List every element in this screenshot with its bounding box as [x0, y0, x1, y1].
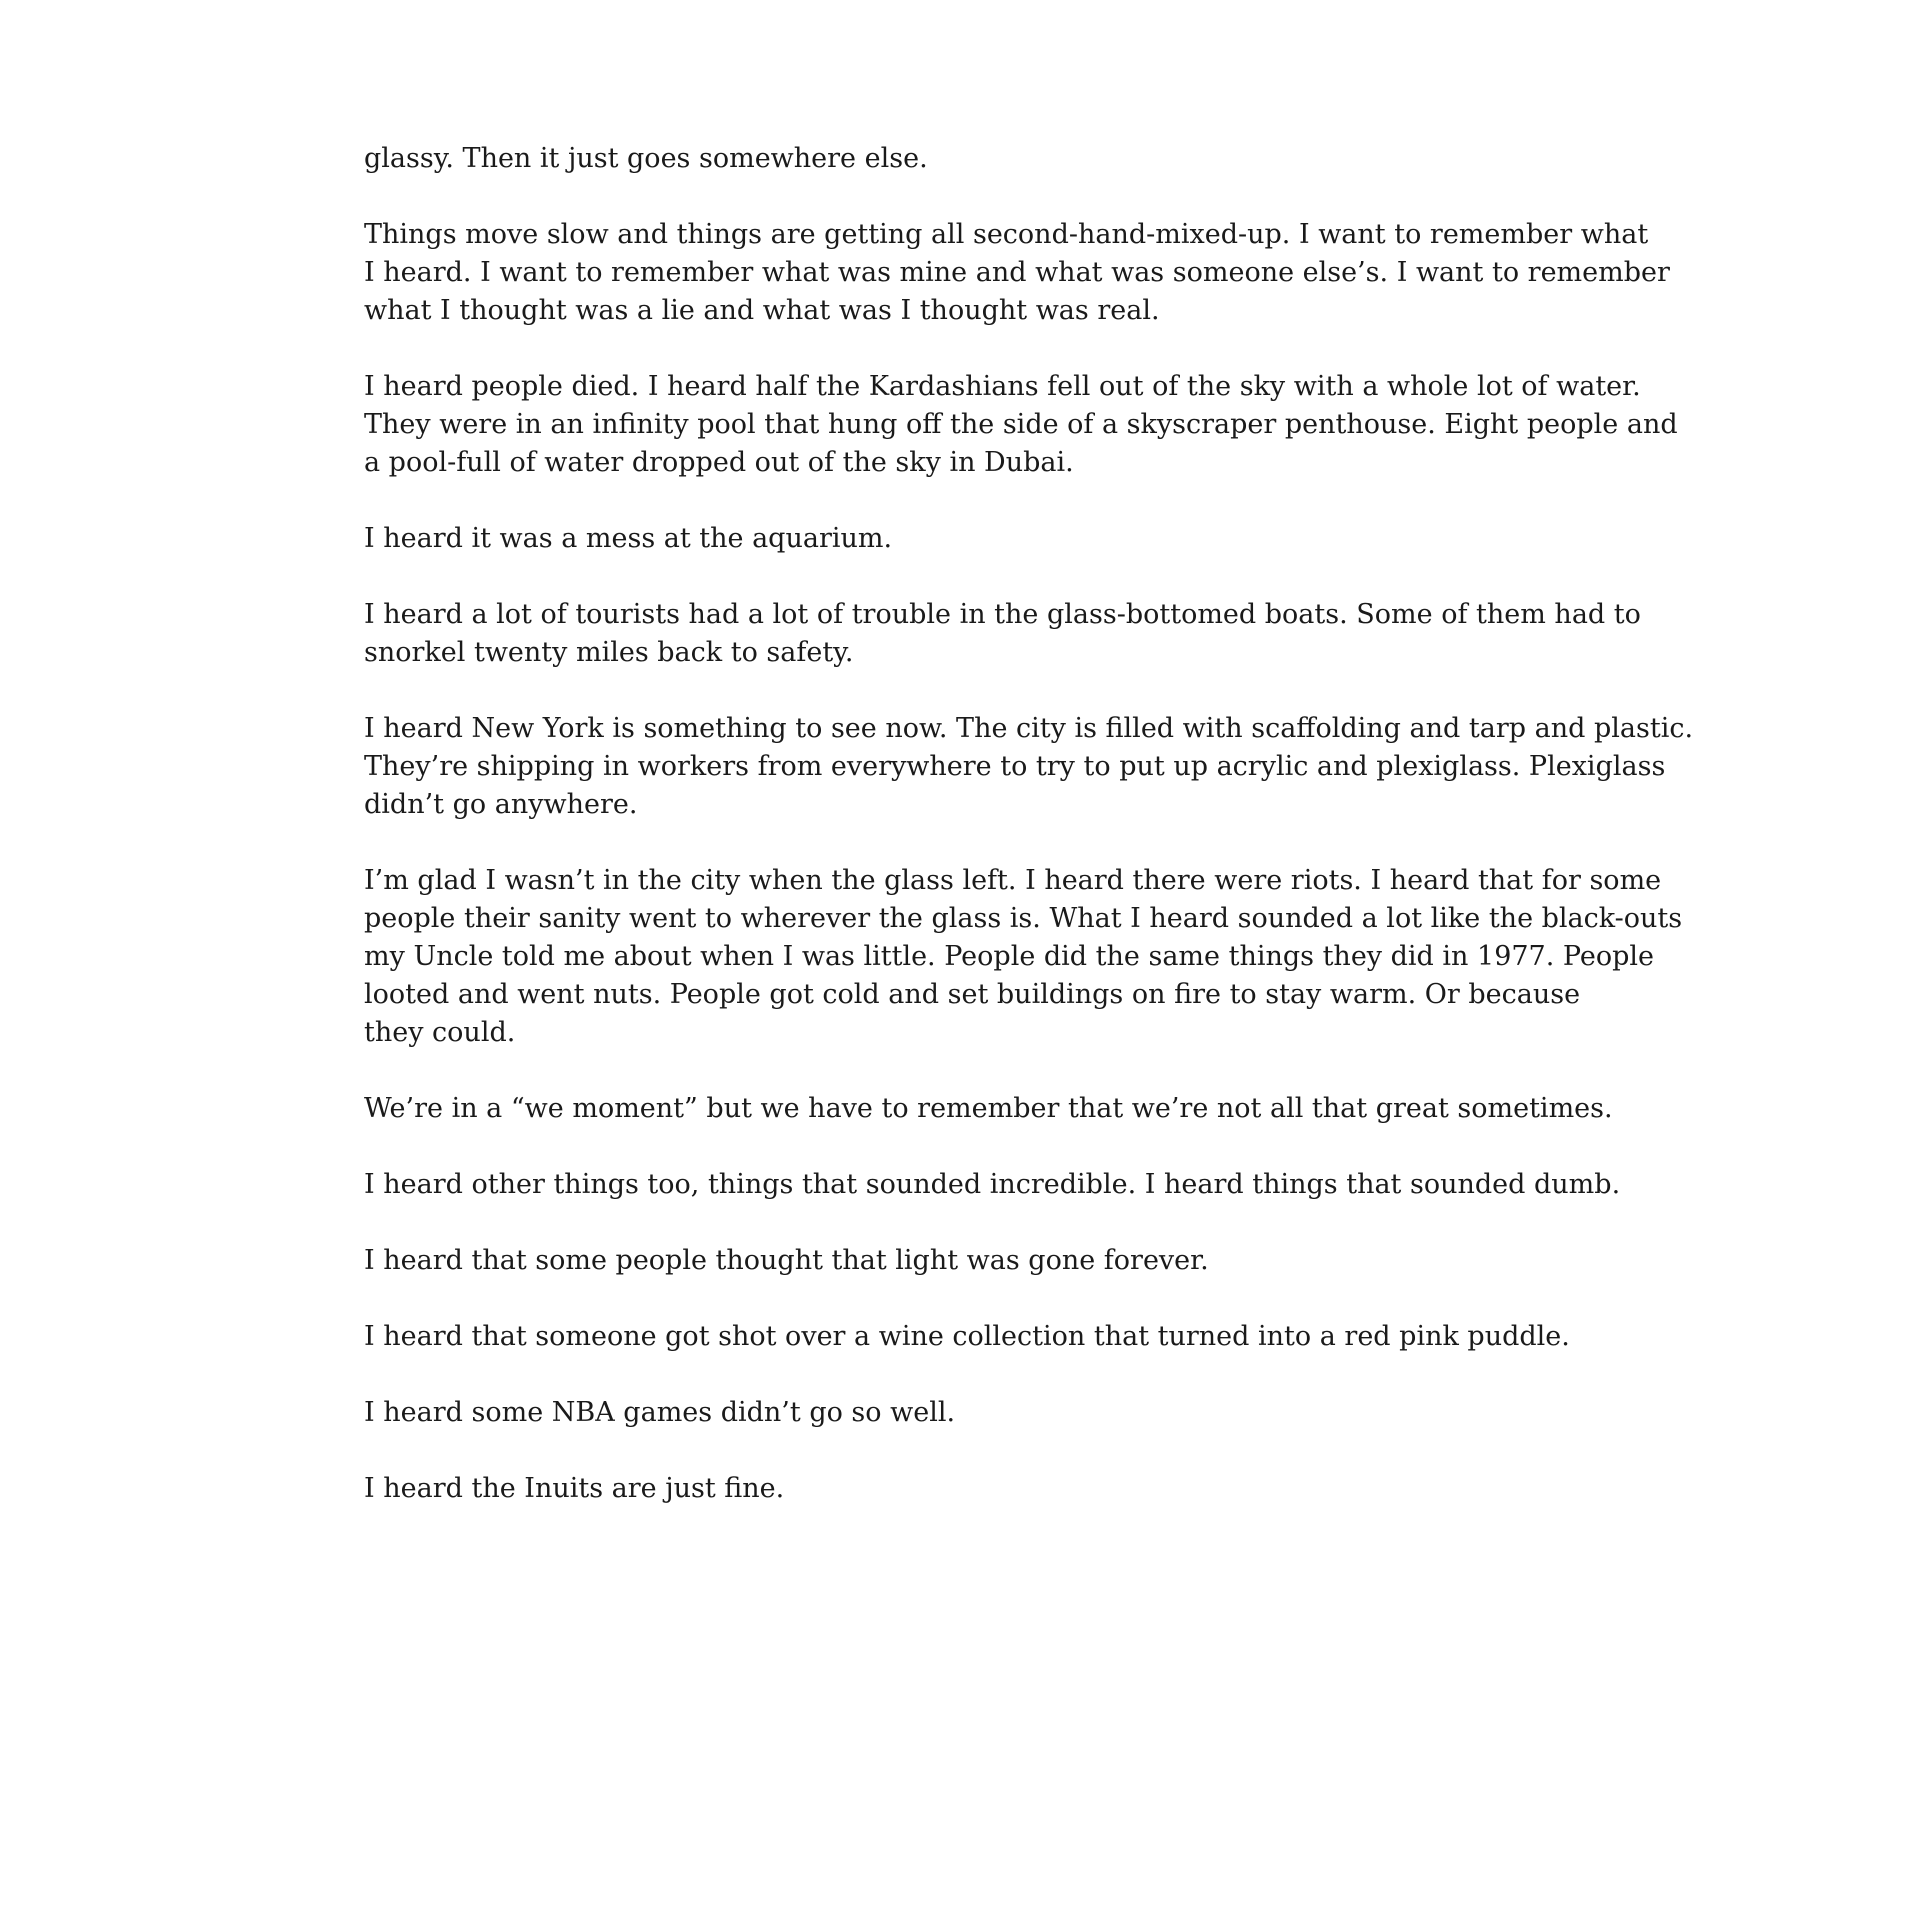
text-line: I heard New York is something to see now. The city is filled with scaffolding and tarp and plastic.: [364, 713, 1694, 744]
text-line: glassy. Then it just goes somewhere else.: [364, 143, 928, 174]
text-line: I heard it was a mess at the aquarium.: [364, 523, 893, 554]
body-text: [364, 140, 1694, 1546]
text-line: Things move slow and things are getting all second-hand-mixed-up. I want to remember what: [364, 219, 1649, 250]
paragraph: [364, 710, 1694, 824]
text-line: my Uncle told me about when I was little. People did the same things they did in 1977. People: [364, 941, 1654, 972]
text-line: what I thought was a lie and what was I thought was real.: [364, 295, 1160, 326]
text-line: I heard other things too, things that sounded incredible. I heard things that sounded dumb.: [364, 1169, 1621, 1200]
text-line: I heard a lot of tourists had a lot of trouble in the glass-bottomed boats. Some of them had to: [364, 599, 1641, 630]
text-line: I heard people died. I heard half the Kardashians fell out of the sky with a whole lot of water.: [364, 371, 1641, 402]
text-line: people their sanity went to wherever the glass is. What I heard sounded a lot like the black-outs: [364, 903, 1683, 934]
paragraph: [364, 140, 1604, 178]
text-line: I heard the Inuits are just fine.: [364, 1473, 785, 1504]
text-line: They’re shipping in workers from everywhere to try to put up acrylic and plexiglass. Plexiglass: [364, 751, 1666, 782]
paragraph: [364, 216, 1670, 330]
paragraph: [364, 1318, 1604, 1356]
paragraph: [364, 596, 1641, 672]
text-line: I’m glad I wasn’t in the city when the glass left. I heard there were riots. I heard that for some: [364, 865, 1662, 896]
text-line: I heard some NBA games didn’t go so well.: [364, 1397, 956, 1428]
text-line: they could.: [364, 1017, 516, 1048]
text-line: didn’t go anywhere.: [364, 789, 638, 820]
paragraph: [364, 520, 1604, 558]
text-line: snorkel twenty miles back to safety.: [364, 637, 854, 668]
text-line: I heard that some people thought that light was gone forever.: [364, 1245, 1209, 1276]
text-line: I heard. I want to remember what was mine and what was someone else’s. I want to remember: [364, 257, 1670, 288]
text-line: I heard that someone got shot over a wine collection that turned into a red pink puddle.: [364, 1321, 1570, 1352]
text-line: looted and went nuts. People got cold and set buildings on fire to stay warm. Or because: [364, 979, 1581, 1010]
paragraph: [364, 368, 1678, 482]
paragraph: [364, 1242, 1604, 1280]
paragraph: [364, 1394, 1604, 1432]
paragraph: [364, 1166, 1621, 1204]
paragraph: [364, 1090, 1613, 1128]
text-line: a pool-full of water dropped out of the sky in Dubai.: [364, 447, 1074, 478]
paragraph: [364, 862, 1683, 1052]
text-line: We’re in a “we moment” but we have to remember that we’re not all that great sometimes.: [364, 1093, 1613, 1124]
text-line: They were in an infinity pool that hung off the side of a skyscraper penthouse. Eight people and: [364, 409, 1678, 440]
paragraph: [364, 1470, 1604, 1508]
